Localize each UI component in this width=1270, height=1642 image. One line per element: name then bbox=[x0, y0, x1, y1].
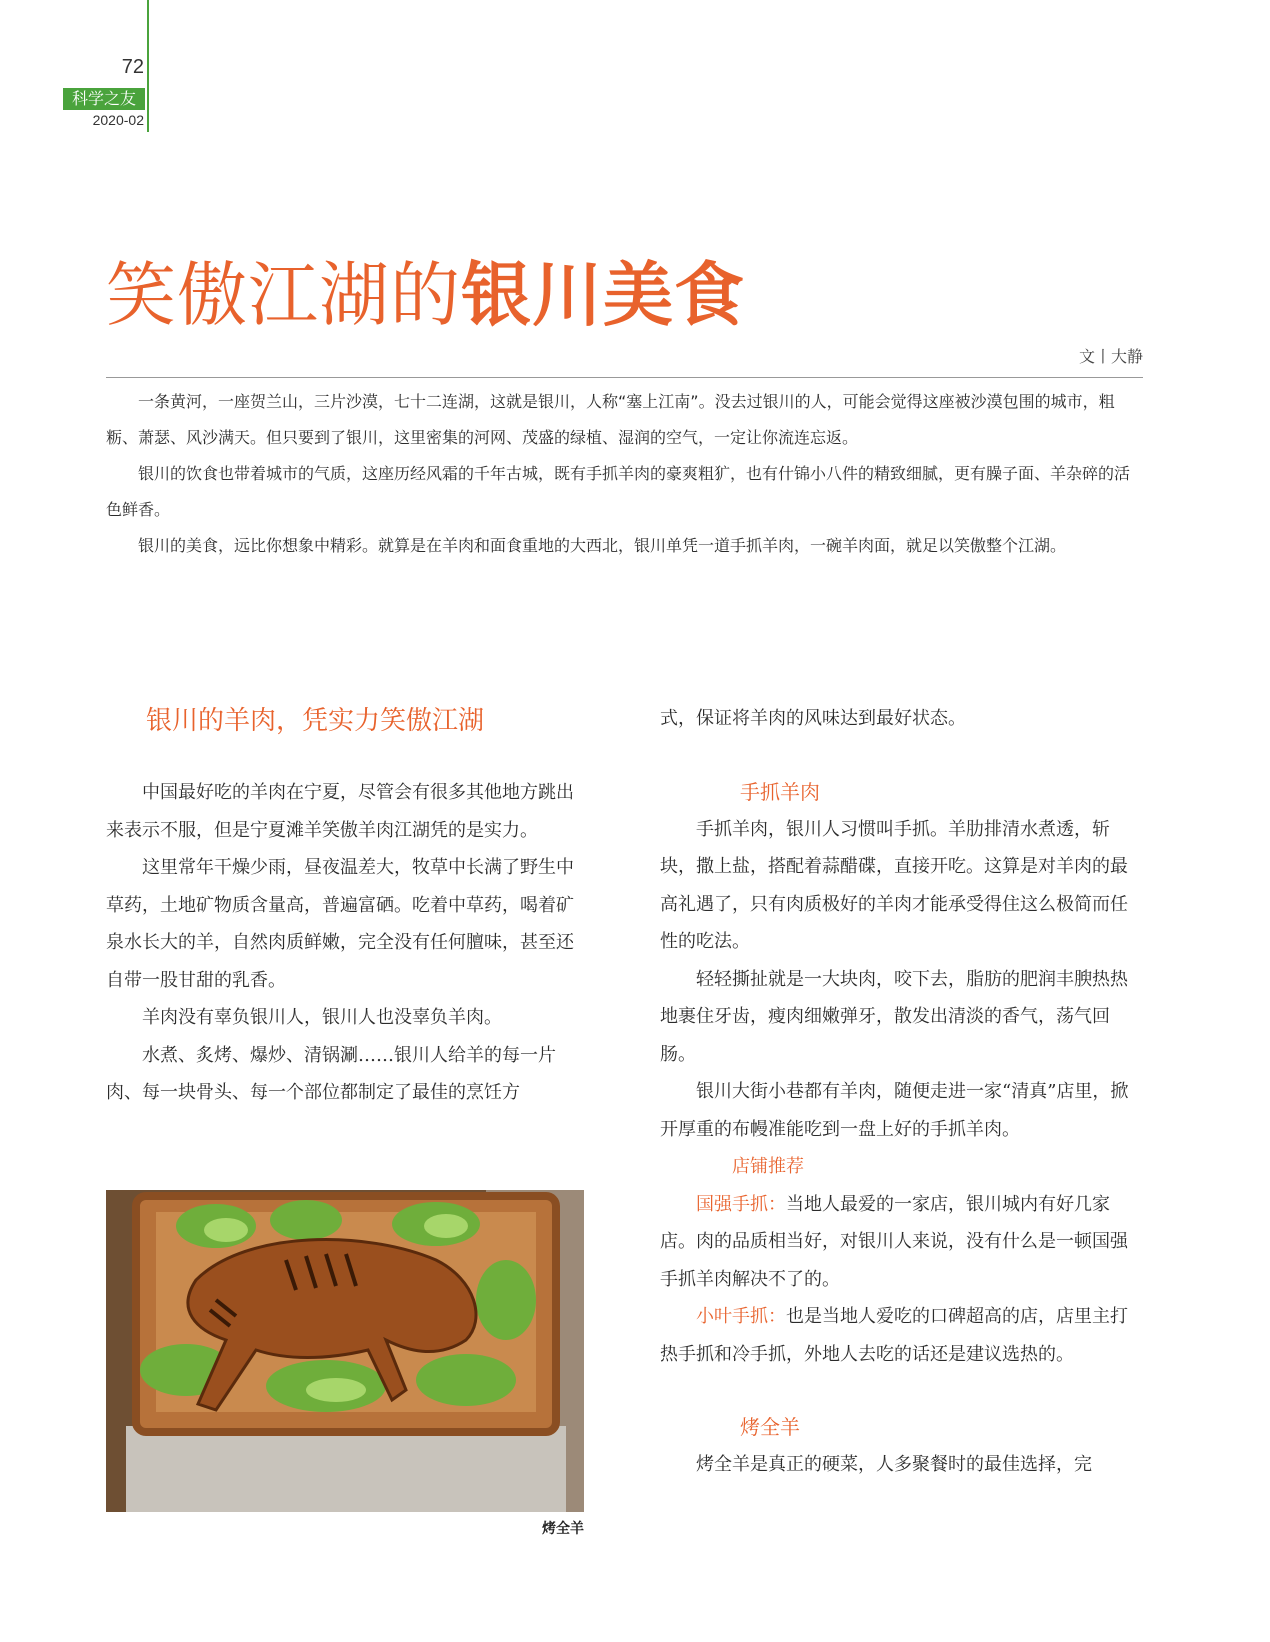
subheading-kaoquanyang: 烤全羊 bbox=[740, 1415, 800, 1439]
intro-text bbox=[106, 384, 1143, 564]
body-paragraph: 手抓羊肉，银川人习惯叫手抓。羊肋排清水煮透，斩块，撒上盐，搭配着蒜醋碟，直接开吃。这算是对羊肉的最高礼遇了，只有肉质极好的羊肉才能承受得住这么极简而任性的吃法。 bbox=[660, 818, 1128, 952]
continuation-text: 式，保证将羊肉的风味达到最好状态。 bbox=[660, 708, 966, 729]
shop-entry bbox=[660, 1298, 1142, 1373]
shop-name: 小叶手抓： bbox=[696, 1306, 786, 1327]
author-byline: 文丨大静 bbox=[1078, 347, 1143, 366]
body-paragraph: 水煮、炙烤、爆炒、清锅涮……银川人给羊的每一片肉、每一块骨头、每一个部位都制定了最佳的烹饪方 bbox=[106, 1044, 556, 1103]
roast-lamb-photo bbox=[106, 1190, 584, 1512]
body-paragraph: 烤全羊是真正的硬菜，人多聚餐时的最佳选择，完 bbox=[696, 1454, 1092, 1475]
subheading-shouzhua: 手抓羊肉 bbox=[740, 779, 820, 804]
intro-paragraph: 一条黄河，一座贺兰山，三片沙漠，七十二连湖，这就是银川，人称“塞上江南”。没去过银川的人，可能会觉得这座被沙漠包围的城市，粗粝、萧瑟、风沙满天。但只要到了银川，这里密集的河网、茂盛的绿植、湿润的空气，一定让你流连忘返。 bbox=[106, 392, 1115, 447]
body-paragraph: 中国最好吃的羊肉在宁夏，尽管会有很多其他地方跳出来表示不服，但是宁夏滩羊笑傲羊肉江湖凭的是实力。 bbox=[106, 782, 574, 841]
body-paragraph: 羊肉没有辜负银川人，银川人也没辜负羊肉。 bbox=[142, 1007, 502, 1028]
title-rule bbox=[106, 377, 1143, 378]
section-title: 银川的羊肉，凭实力笑傲江湖 bbox=[146, 706, 485, 736]
intro-paragraph: 银川的美食，远比你想象中精彩。就算是在羊肉和面食重地的大西北，银川单凭一道手抓羊肉，一碗羊肉面，就足以笑傲整个江湖。 bbox=[138, 536, 1067, 555]
body-paragraph: 银川大街小巷都有羊肉，随便走进一家“清真”店里，掀开厚重的布幔准能吃到一盘上好的手抓羊肉。 bbox=[660, 1081, 1129, 1140]
header-divider bbox=[147, 0, 149, 132]
left-column bbox=[106, 774, 586, 1112]
shop-recommendation-heading: 店铺推荐 bbox=[732, 1156, 804, 1177]
shop-entry bbox=[660, 1186, 1142, 1299]
body-paragraph: 这里常年干燥少雨，昼夜温差大，牧草中长满了野生中草药，土地矿物质含量高，普遍富硒。吃着中草药，喝着矿泉水长大的羊，自然肉质鲜嫩，完全没有任何膻味，甚至还自带一股甘甜的乳香。 bbox=[106, 857, 574, 991]
shop-name: 国强手抓： bbox=[696, 1193, 786, 1215]
shop-description: 也是当地人爱吃的口碑超高的店，店里主打热手抓和冷手抓，外地人去吃的话还是建议选热的。 bbox=[660, 1306, 1128, 1365]
shop-description: 当地人最爱的一家店，银川城内有好几家店。肉的品质相当好，对银川人来说，没有什么是一顿国强手抓羊肉解决不了的。 bbox=[660, 1193, 1128, 1290]
issue-date: 2020-02 bbox=[92, 112, 144, 128]
article-title bbox=[106, 250, 745, 340]
roast-lamb-illustration bbox=[106, 1190, 584, 1512]
title-bold: 银川美食 bbox=[461, 254, 745, 336]
intro-paragraph: 银川的饮食也带着城市的气质，这座历经风霜的千年古城，既有手抓羊肉的豪爽粗犷，也有什锦小八件的精致细腻，更有臊子面、羊杂碎的活色鲜香。 bbox=[106, 464, 1131, 519]
right-column bbox=[660, 700, 1142, 1484]
magazine-name: 科学之友 bbox=[63, 88, 145, 110]
title-light: 笑傲江湖的 bbox=[106, 254, 461, 336]
body-paragraph: 轻轻撕扯就是一大块肉，咬下去，脂肪的肥润丰腴热热地裹住牙齿，瘦肉细嫩弹牙，散发出清淡的香气，荡气回肠。 bbox=[660, 968, 1128, 1065]
photo-caption: 烤全羊 bbox=[542, 1521, 584, 1537]
page-number: 72 bbox=[121, 56, 144, 78]
